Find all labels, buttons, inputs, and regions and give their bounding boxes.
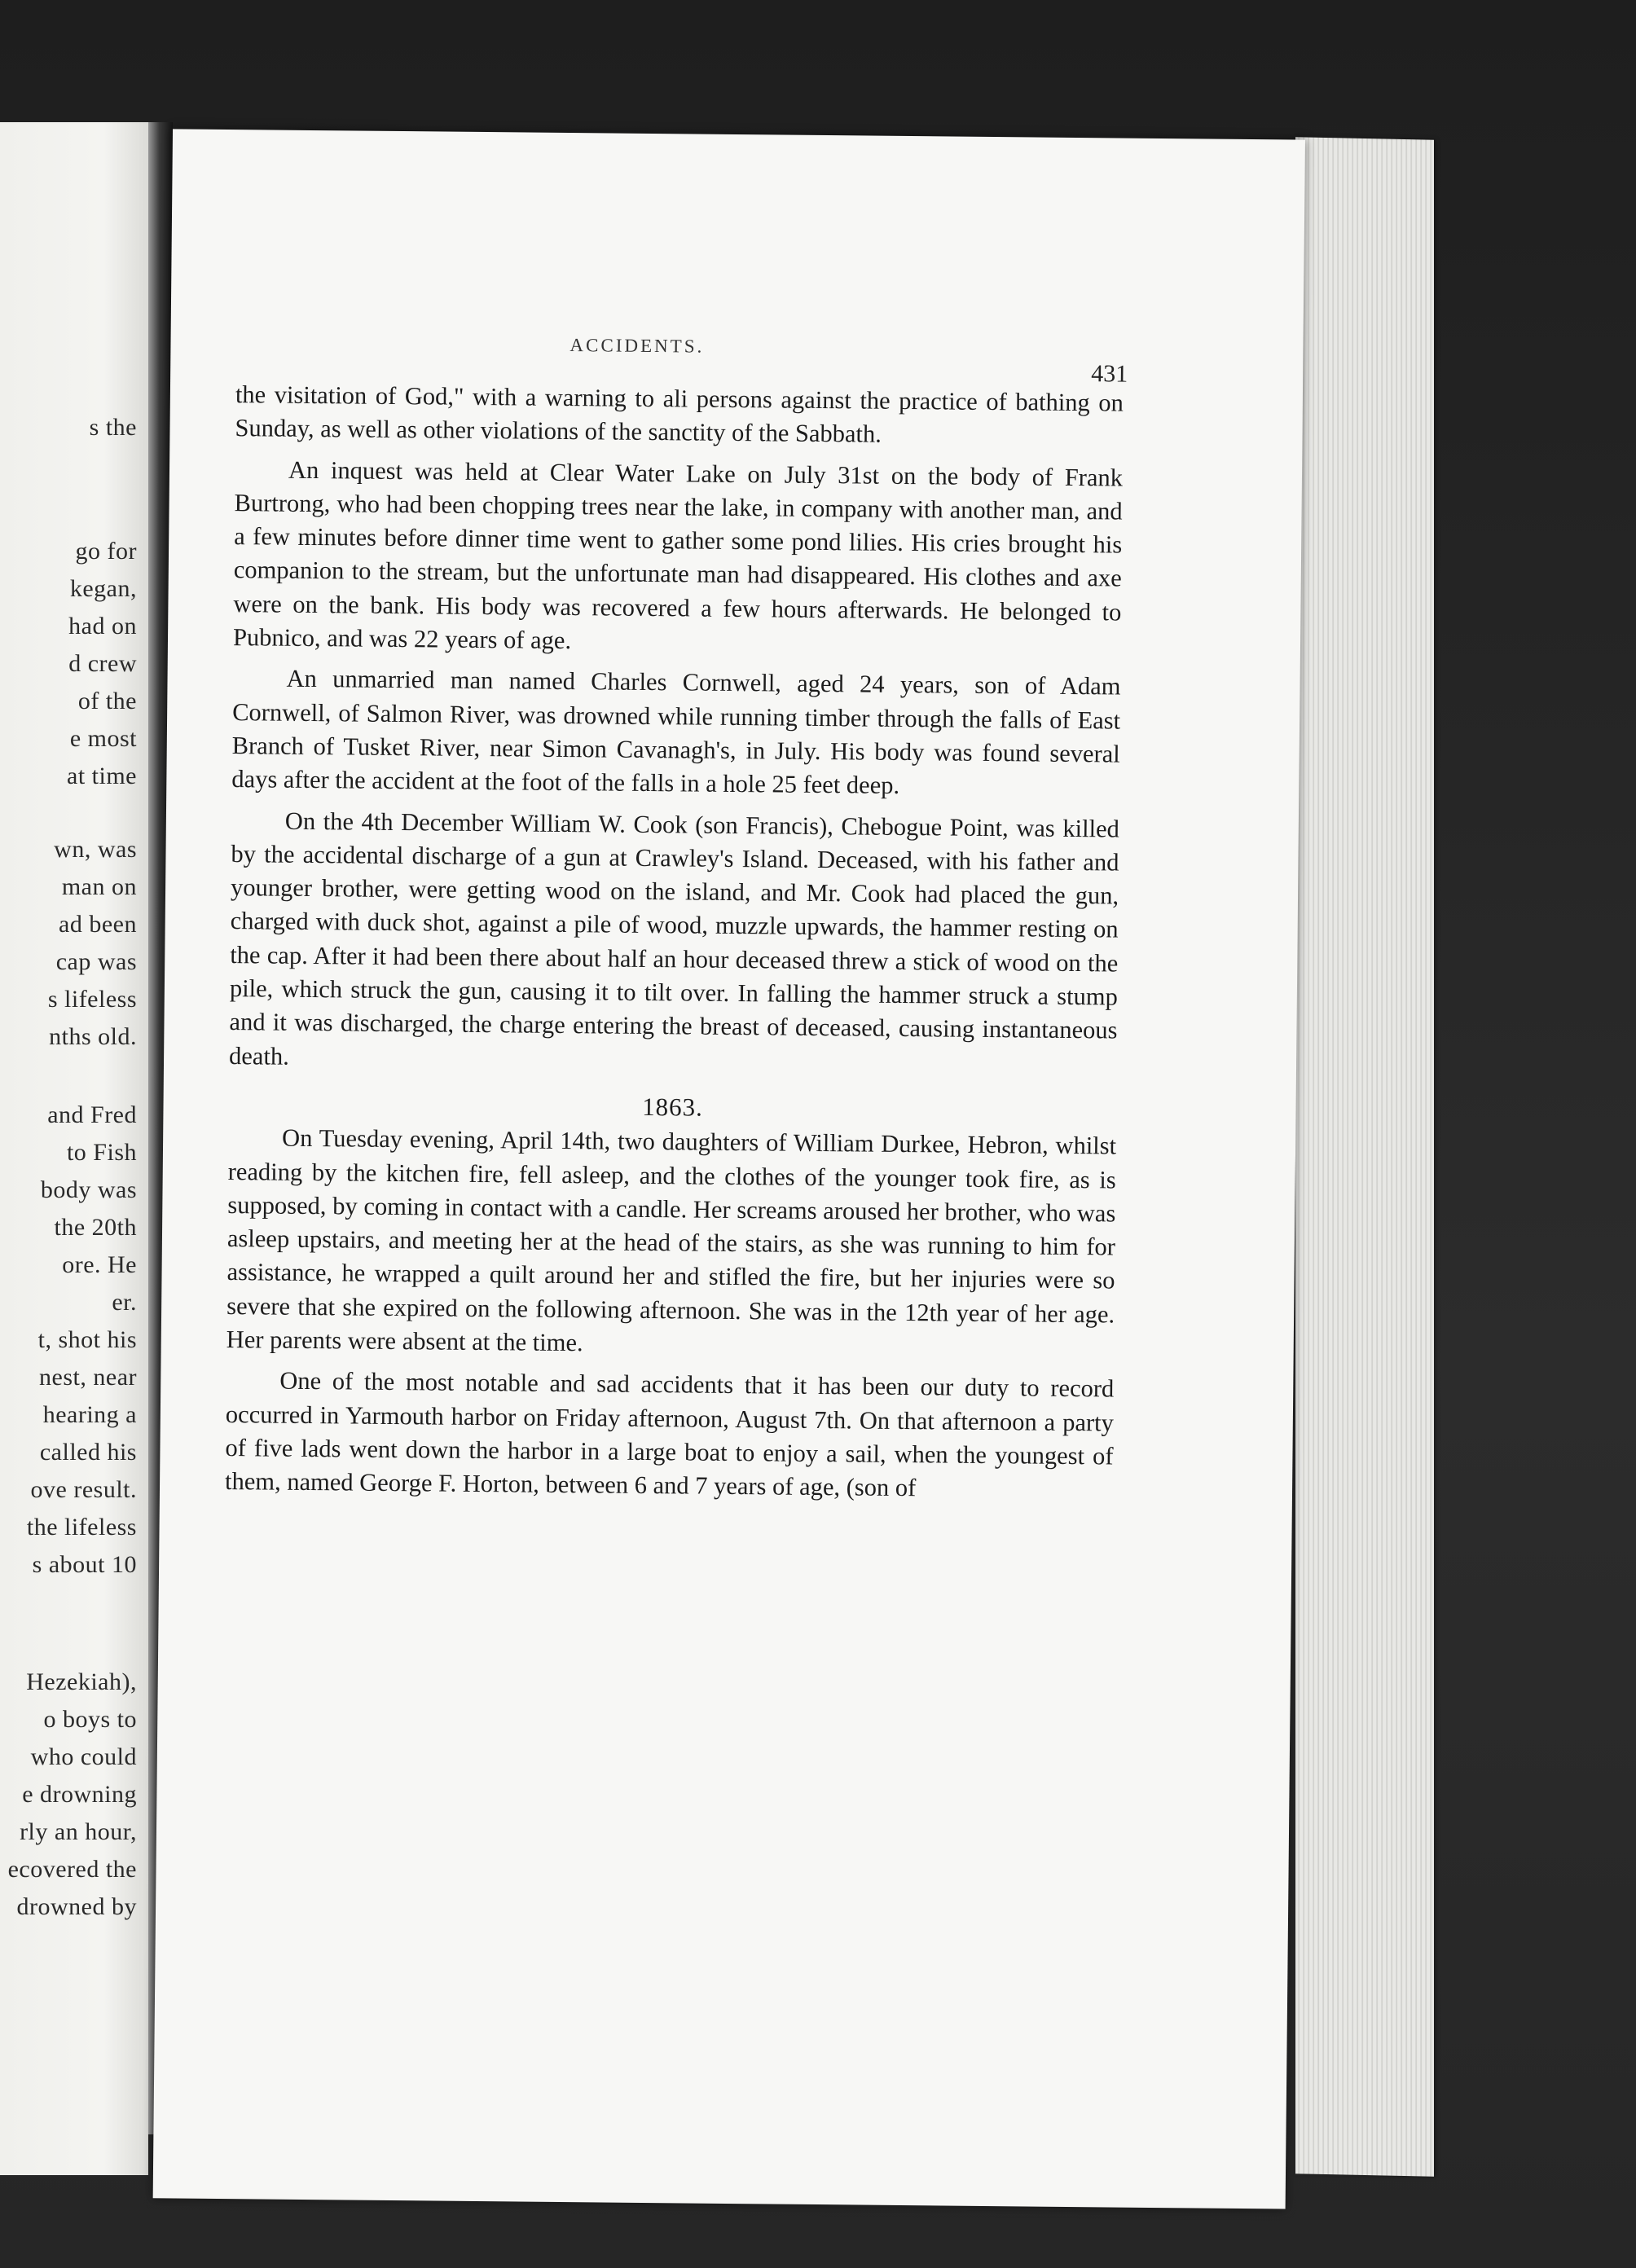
left-page-line: called his xyxy=(39,1439,137,1466)
paragraph: One of the most notable and sad accidents that it has been our duty to record occurred in Yarmouth harbor on Friday afternoon, August 7th. On that afternoon a party of five lads went down the harbor in a large boat to enjoy a sail, when the youngest of them, named George F. Horton, between 6 and 7 years of age, (son of xyxy=(224,1366,1115,1502)
left-page-line: ecovered the xyxy=(7,1856,137,1883)
left-page-line: ad been xyxy=(59,911,137,938)
left-page-line: e drowning xyxy=(22,1781,137,1808)
left-page-line: s the xyxy=(89,414,137,441)
left-page-line: e most xyxy=(69,725,137,752)
left-page-line: ove result. xyxy=(30,1476,137,1503)
left-page-line: nest, near xyxy=(39,1364,137,1391)
body-text xyxy=(225,378,1124,1514)
left-page-line: man on xyxy=(61,873,137,900)
left-page-line: cap was xyxy=(55,948,137,975)
paragraph: On Tuesday evening, April 14th, two daughters of William Durkee, Hebron, whilst reading by the kitchen fire, fell asleep, and the clothes of the younger took fire, as is supposed, by coming in contact with a candle. Her screams aroused her brother, who was asleep upstairs, and meeting her at the head of the stairs, as she was running to him for assistance, he wrapped a quilt around her and stifled the fire, but her injuries were so severe that she expired on the following afternoon. She was in the 12th year of her age. Her parents were absent at the time. xyxy=(226,1123,1117,1357)
left-page-line: er. xyxy=(112,1289,137,1316)
book-page xyxy=(153,129,1305,2209)
left-page-line: body was xyxy=(40,1176,137,1203)
left-page-line: o boys to xyxy=(43,1706,137,1733)
left-page-line: the lifeless xyxy=(26,1514,137,1541)
paragraph: On the 4th December William W. Cook (son Francis), Chebogue Point, was killed by the accidental discharge of a gun at Crawley's Island. Deceased, with his father and younger brother, were getting wood on the island, and Mr. Cook had placed the gun, charged with duck shot, against a pile of wood, muzzle upwards, the hammer resting on the cap. After it had been there about half an hour deceased threw a stick of wood on the pile, which struck the gun, causing it to tilt over. In falling the hammer struck a stump and it was discharged, the charge entering the breast of deceased, causing instantaneous death. xyxy=(228,807,1120,1070)
left-page-line: Hezekiah), xyxy=(26,1668,137,1695)
left-facing-page xyxy=(0,122,148,2175)
left-page-line: d crew xyxy=(68,650,137,677)
left-page-line: kegan, xyxy=(69,575,137,602)
running-head: ACCIDENTS. xyxy=(570,335,705,357)
left-page-line: at time xyxy=(67,763,137,789)
left-page-line: t, shot his xyxy=(37,1326,137,1353)
left-page-line: ore. He xyxy=(62,1251,137,1278)
left-page-line: s about 10 xyxy=(32,1551,137,1578)
left-page-line: who could xyxy=(30,1743,137,1770)
page-number: 431 xyxy=(1091,360,1128,388)
left-page-line: drowned by xyxy=(16,1893,137,1920)
year-heading: 1863. xyxy=(641,1092,704,1122)
left-page-line: had on xyxy=(68,613,137,640)
left-page-line: nths old. xyxy=(49,1023,137,1050)
paragraph: An inquest was held at Clear Water Lake on July 31st on the body of Frank Burtrong, who had been chopping trees near the lake, in company with another man, and a few minutes before dinner time went to gather some pond lilies. His cries brought his companion to the stream, but the unfortunate man had disappeared. His clothes and axe were on the bank. His body was recovered a few hours afterwards. He belonged to Pubnico, and was 22 years of age. xyxy=(232,455,1124,655)
left-page-line: hearing a xyxy=(42,1401,137,1428)
page-edges xyxy=(1295,137,1434,2177)
paragraph: the visitation of God," with a warning to ali persons against the practice of bathing on Sunday, as well as other violations of the sanctity of the Sabbath. xyxy=(235,380,1124,448)
left-page-line: rly an hour, xyxy=(20,1818,137,1845)
left-page-line: and Fred xyxy=(47,1101,137,1128)
left-page-line: to Fish xyxy=(66,1139,137,1166)
left-page-line: s lifeless xyxy=(47,986,137,1013)
paragraph: An unmarried man named Charles Cornwell, aged 24 years, son of Adam Cornwell, of Salmon River, was drowned while running timber through the falls of East Branch of Tusket River, near Simon Cavanagh's, in July. His body was found several days after the accident at the foot of the falls in a hole 25 feet deep. xyxy=(231,665,1121,800)
left-page-line: go for xyxy=(75,538,137,565)
left-page-line: of the xyxy=(77,688,137,714)
left-page-line: wn, was xyxy=(54,836,137,863)
left-page-line: the 20th xyxy=(54,1214,137,1241)
